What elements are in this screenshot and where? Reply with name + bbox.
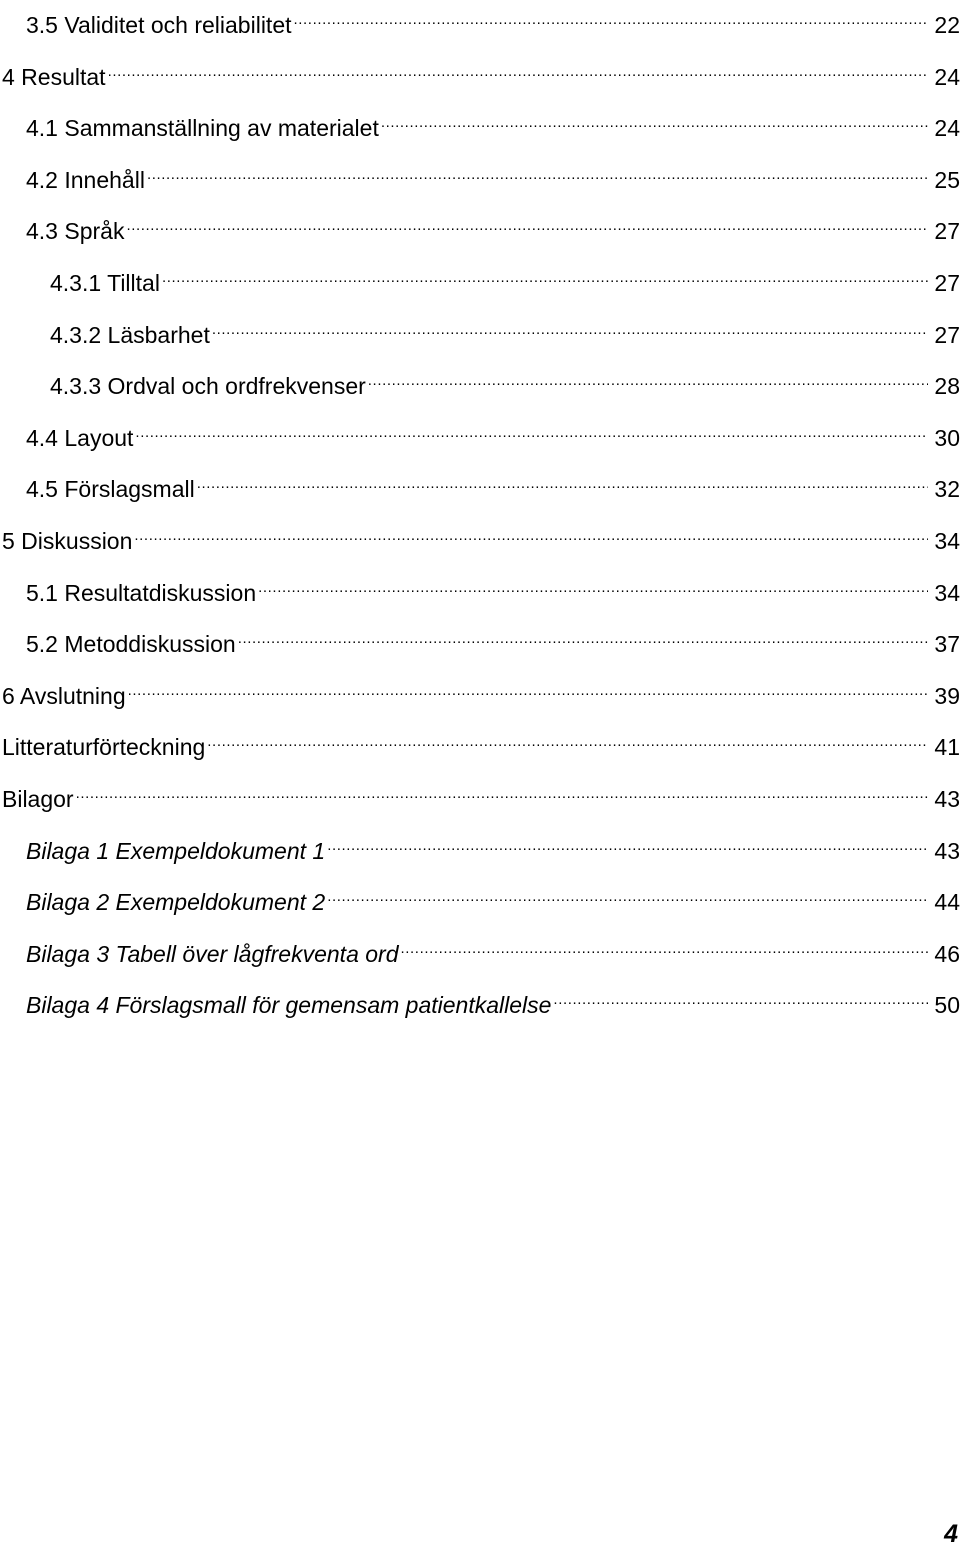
toc-entry-page: 43	[934, 837, 960, 864]
toc-entry-page: 50	[934, 992, 960, 1019]
toc-entry-page: 34	[934, 579, 960, 606]
toc-entry-page: 41	[934, 734, 960, 761]
toc-dot-leader	[128, 670, 928, 704]
toc-entry-page: 24	[934, 63, 960, 90]
toc-dot-leader	[197, 463, 928, 497]
toc-entry-page: 32	[934, 476, 960, 503]
toc-entry-title: 4.1 Sammanställning av materialet	[26, 115, 379, 142]
toc-entry-title: 4.3.1 Tilltal	[50, 270, 160, 296]
toc-dot-leader	[212, 309, 928, 343]
toc-dot-leader	[126, 205, 928, 239]
toc-entry[interactable]	[0, 825, 960, 864]
toc-entry-title: Bilaga 3 Tabell över lågfrekventa ord	[26, 940, 399, 967]
toc-dot-leader	[294, 0, 929, 33]
toc-dot-leader	[238, 618, 928, 652]
toc-entry-page: 46	[934, 940, 960, 967]
toc-entry-page: 28	[934, 373, 960, 400]
toc-entry-title: 4 Resultat	[2, 63, 106, 90]
toc-entry-title: Bilaga 1 Exempeldokument 1	[26, 837, 326, 864]
toc-entry[interactable]	[0, 360, 960, 400]
toc-entry[interactable]	[0, 928, 960, 967]
toc-entry-page: 24	[934, 115, 960, 142]
toc-dot-leader	[147, 154, 928, 188]
toc-entry-title: Litteraturförteckning	[2, 734, 206, 761]
toc-entry[interactable]	[0, 515, 960, 554]
toc-entry[interactable]	[0, 412, 960, 451]
toc-entry-title: Bilaga 2 Exempeldokument 2	[26, 889, 326, 916]
toc-entry[interactable]	[0, 773, 960, 812]
toc-entry[interactable]	[0, 463, 960, 503]
toc-entry-page: 34	[934, 528, 960, 554]
toc-dot-leader	[134, 515, 928, 549]
toc-entry-title: 3.5 Validitet och reliabilitet	[26, 12, 292, 38]
toc-dot-leader	[76, 773, 928, 807]
toc-entry[interactable]	[0, 618, 960, 658]
toc-entry-title: 4.3.3 Ordval och ordfrekvenser	[50, 373, 366, 400]
toc-dot-leader	[207, 721, 928, 755]
toc-entry-title: 4.5 Förslagsmall	[26, 476, 195, 503]
toc-entry[interactable]	[0, 721, 960, 761]
toc-entry[interactable]	[0, 567, 960, 606]
toc-dot-leader	[135, 412, 928, 446]
toc-dot-leader	[108, 51, 928, 85]
toc-dot-leader	[258, 567, 928, 601]
toc-entry[interactable]	[0, 670, 960, 709]
toc-entry-title: 5 Diskussion	[2, 528, 133, 554]
toc-entry-title: 4.2 Innehåll	[26, 166, 145, 193]
toc-entry[interactable]	[0, 51, 960, 90]
toc-entry-page: 22	[934, 12, 960, 38]
page-number: 4	[944, 1520, 958, 1548]
toc-entry-title: 4.4 Layout	[26, 424, 134, 451]
toc-entry-title: 6 Avslutning	[2, 682, 126, 709]
toc-entry-title: 5.2 Metoddiskussion	[26, 631, 236, 658]
toc-entry[interactable]	[0, 154, 960, 193]
toc-entry-page: 27	[934, 218, 960, 245]
toc-entry[interactable]	[0, 205, 960, 245]
toc-entry-title: 4.3 Språk	[26, 218, 125, 245]
toc-entry[interactable]	[0, 257, 960, 296]
toc-dot-leader	[553, 979, 928, 1013]
toc-entry-page: 25	[934, 166, 960, 193]
toc-entry-page: 37	[934, 631, 960, 658]
toc-entry[interactable]	[0, 979, 960, 1019]
toc-entry-title: 4.3.2 Läsbarhet	[50, 321, 210, 348]
toc-entry[interactable]	[0, 102, 960, 142]
toc-entry-page: 43	[934, 786, 960, 812]
toc-entry[interactable]	[0, 876, 960, 916]
toc-dot-leader	[327, 825, 928, 859]
toc-entry-page: 27	[934, 270, 960, 296]
toc-entry-page: 30	[934, 424, 960, 451]
toc-entry[interactable]	[0, 0, 960, 38]
toc-entry-title: Bilagor	[2, 786, 74, 812]
toc-entry-page: 44	[934, 889, 960, 916]
toc-entry-page: 39	[934, 682, 960, 709]
toc-dot-leader	[368, 360, 928, 394]
toc-entry-title: Bilaga 4 Förslagsmall för gemensam patientkallelse	[26, 992, 552, 1019]
toc-dot-leader	[162, 257, 928, 291]
toc-entry-title: 5.1 Resultatdiskussion	[26, 579, 257, 606]
toc-dot-leader	[327, 876, 928, 910]
toc-entry[interactable]	[0, 309, 960, 348]
toc-entry-page: 27	[934, 321, 960, 348]
toc-dot-leader	[381, 102, 928, 136]
toc-dot-leader	[401, 928, 929, 962]
